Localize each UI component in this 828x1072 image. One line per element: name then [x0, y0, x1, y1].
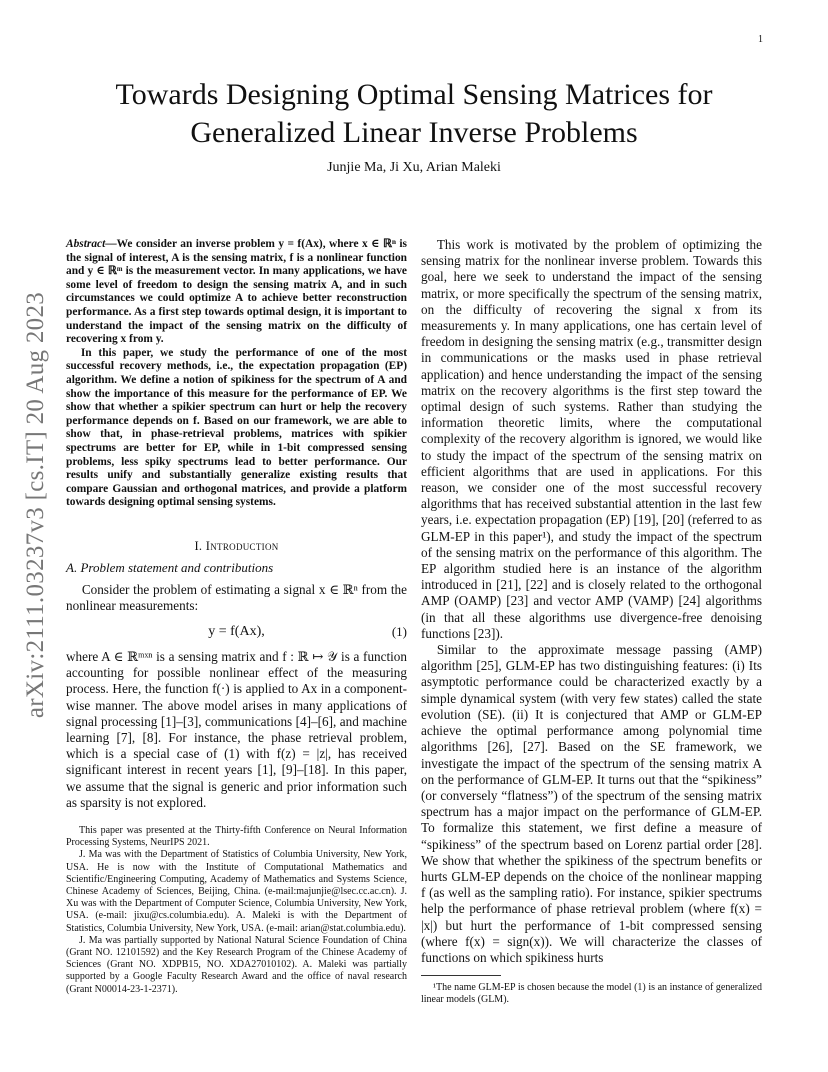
footnotes-left: [66, 825, 407, 996]
equation-number: (1): [391, 623, 407, 639]
abstract-paragraph-2: In this paper, we study the performance of one of the most successful recovery methods, i.e., the expectation propagation (EP) algorithm. We define a notion of spikiness for the spectrum of A and show the importance of this measure for the performance of EP. We show that whether a spikier spectrum can hurt or help the recovery performance depends on f. Based on our framework, we are able to show that, in phase-retrieval problems, matrices with spikier spectrums are better for EP, while in 1-bit compressed sensing problems, less spiky spectrums lead to better performance. Our results unify and substantially generalize existing results that compare Gaussian and orthogonal matrices, and provide a platform towards designing optimal sensing systems.: [66, 346, 407, 509]
abstract-label: Abstract: [66, 238, 106, 250]
arxiv-id: arXiv:2111.03237v3 [cs.IT] 20 Aug 2023: [22, 291, 49, 719]
glm-ep-paragraph: Similar to the approximate message passing (AMP) algorithm [25], GLM-EP has two distinguishing features: (i) Its asymptotic performance could be characterized exactly by a simple dynamical system (with very few states) called the state evolution (SE). (ii) It is conjectured that AMP or GLM-EP achieve the optimal performance among polynomial time algorithms [26], [27]. Based on the SE framework, we investigate the impact of the spectrum of the sensing matrix A on the performance of GLM-EP. It turns out that the “spikiness” (or conversely “flatness”) of the spectrum of the sensing matrix spectrum has a major impact on the performance of GLM-EP. To formalize this statement, we first define a measure of “spikiness” of the spectrum based on Lorenz partial order [28]. We show that whether the spikiness of the spectrum benefits or hurts GLM-EP depends on the choice of the nonlinear mapping f (as well as the sampling ratio). For instance, spikier spectrums help the performance of phase retrieval problem (where f(x) = |x|) but hurt the performance of 1-bit compressed sensing (where f(x) = sign(x)). We will characterize the classes of functions on which spikiness hurts: [421, 642, 762, 965]
author-list: Junjie Ma, Ji Xu, Arian Maleki: [327, 160, 501, 175]
equation-content: y = f(Ax),: [208, 623, 265, 639]
footnote-glm-ep: ¹The name GLM-EP is chosen because the model (1) is an instance of generalized linear models (GLM).: [421, 982, 762, 1006]
intro-paragraph-1: Consider the problem of estimating a signal x ∈ ℝⁿ from the nonlinear measurements:: [66, 582, 407, 614]
footnote-affiliations: J. Ma was with the Department of Statistics of Columbia University, New York, USA. He is now with the Institute of Computational Mathematics and Scientific/Engineering Computing, Academy of Mathematics and Systems Science, Chinese Academy of Sciences, Beijing, China. (e-mail:majunjie@lsec.cc.ac.cn). J. Xu was with the Department of Computer Science, Columbia University, New York, USA. (e-mail: jixu@cs.columbia.edu). A. Maleki is with the Department of Statistics, Columbia University, New York, USA. (e-mail: arian@stat.columbia.edu).: [66, 849, 407, 934]
section-heading: [66, 538, 407, 554]
subsection-heading: A. Problem statement and contributions: [66, 560, 274, 576]
abstract-paragraph-1: [66, 238, 407, 347]
section-number: I.: [194, 538, 203, 553]
motivation-paragraph: This work is motivated by the problem of optimizing the sensing matrix for the nonlinear inverse problem. Towards this goal, here we seek to understand the impact of the sensing matrix, or more specifically the spectrum of the sensing matrix, on the difficulty of recovering the signal x from its measurements y. In many applications, one has certain level of freedom in designing the sensing matrix (e.g., transmitter design in communications or the masks used in phase retrieval application) and hence understanding the impact of the sensing matrix on the recovery algorithms is the first step toward the optimal design of such systems. Rather than studying the information theoretic limits, where the computational complexity of the recovery algorithm is ignored, we would like to study the impact of the spectrum of the sensing matrix on efficient algorithms that are used in applications. For this reason, we consider one of the most successful recovery algorithms that has received substantial attention in the last few years, i.e. expectation propagation (EP) [19], [20] (referred to as GLM-EP in this paper¹), and study the impact of the spectrum of the sensing matrix on the performance of this algorithm. The EP algorithm studied here is an instance of the algorithm introduced in [21], [22] and is closely related to the orthogonal AMP (OAMP) [23] and vector AMP (VAMP) [24] algorithms (in that all these algorithms use divergence-free denoising functions [23]).: [421, 237, 762, 641]
left-column: [66, 238, 407, 996]
intro-paragraph-2: where A ∈ ℝᵐˣⁿ is a sensing matrix and f : ℝ ↦ 𝒴 is a function accounting for possible nonlinear effect of the measuring process. Here, the function f(·) is applied to Ax in a component-wise manner. The above model arises in many applications of signal processing [1]–[3], communications [4]–[6], and machine learning [7], [8]. For instance, the phase retrieval problem, which is a special case of (1) with f(z) = |z|, has received significant interest in recent years [1], [9]–[18]. In this paper, we assume that the signal is generic and prior information such as sparsity is not explored.: [66, 648, 407, 810]
footnote-conference: This paper was presented at the Thirty-fifth Conference on Neural Information Processing Systems, NeurIPS 2021.: [66, 824, 407, 849]
page-number: 1: [758, 34, 763, 45]
footnote-right: [421, 982, 762, 1006]
abstract-text-1: —We consider an inverse problem y = f(Ax), where x ∈ ℝⁿ is the signal of interest, A is the sensing matrix, f is a nonlinear function and y ∈ ℝᵐ is the measurement vector. In many applications, we have some level of freedom to design the sensing matrix A, and in such circumstances we could optimize A to achieve better reconstruction performance. As a first step towards optimal design, it is important to understand the impact of the sensing matrix on the difficulty of recovering x from y.: [66, 238, 407, 346]
paper-title: Towards Designing Optimal Sensing Matrices for Generalized Linear Inverse Problems: [115, 78, 713, 149]
equation-1: [66, 624, 407, 640]
arxiv-stamp: [16, 290, 56, 720]
footnote-funding: J. Ma was partially supported by National Natural Science Foundation of China (Grant NO. 12101592) and the Key Research Program of the Chinese Academy of Sciences (Grant NO. XDPB15, NO. XDA27010102). A. Maleki was partially supported by a Google Faculty Research Award and the office of naval research (Grant N00014-23-1-2371).: [66, 934, 407, 995]
footnote-rule: [421, 975, 501, 976]
right-column: [421, 237, 762, 966]
section-title: Introduction: [205, 538, 279, 553]
